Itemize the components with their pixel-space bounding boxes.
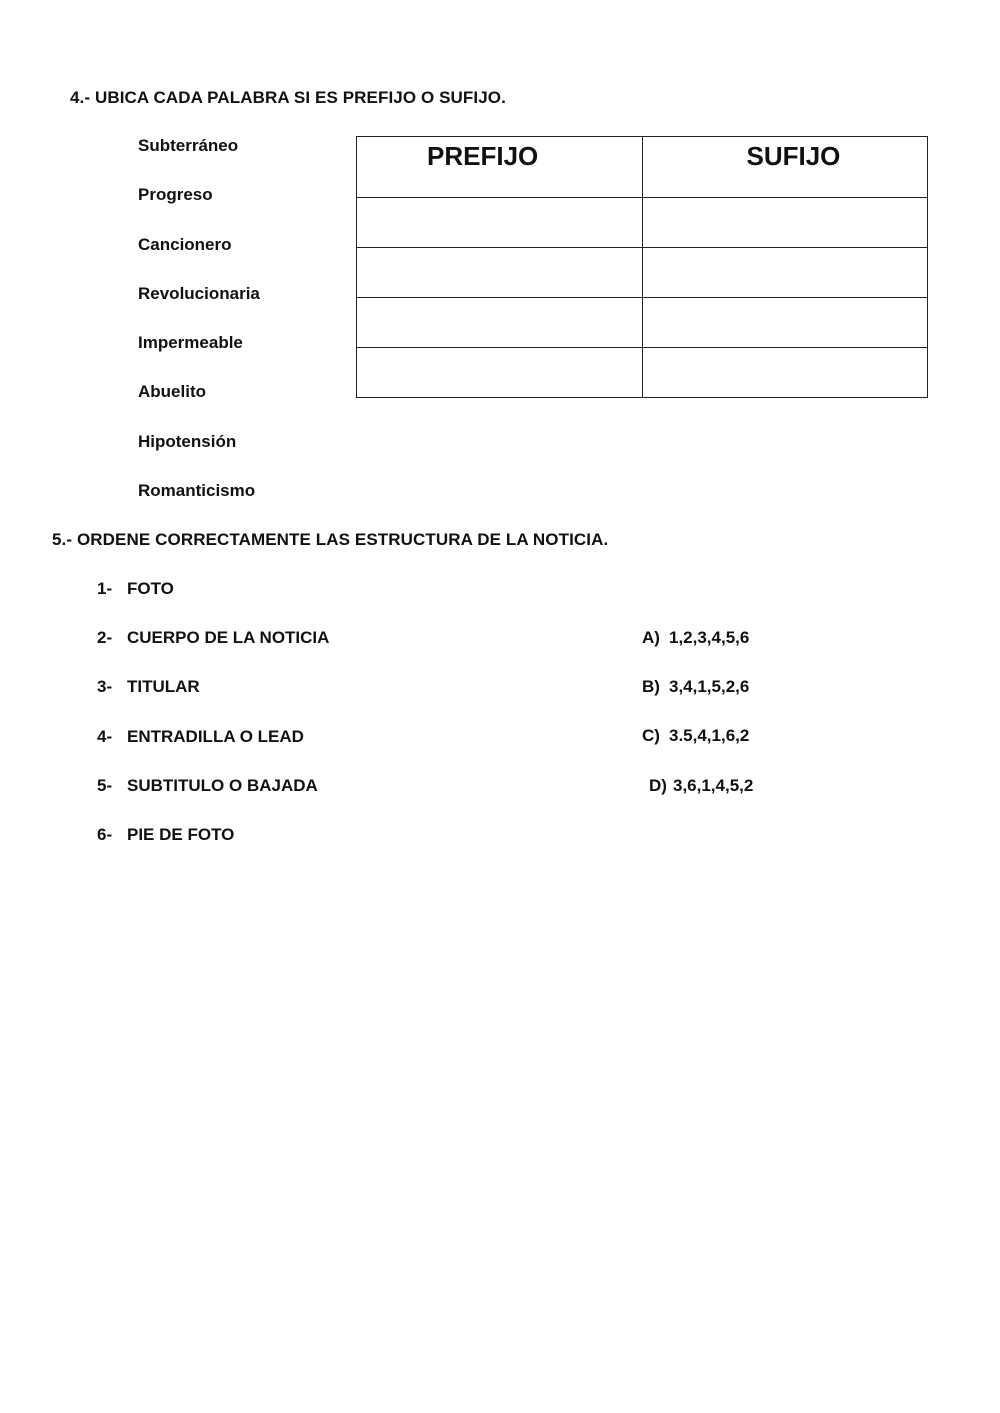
list-item (97, 578, 329, 627)
item-label: ENTRADILLA O LEAD (127, 726, 304, 746)
item-number: 1- (97, 579, 113, 598)
item-label: PIE DE FOTO (127, 824, 235, 844)
word-list (138, 135, 260, 529)
option-value: 3,6,1,4,5,2 (673, 775, 754, 795)
item-number: 3- (97, 677, 113, 697)
question-5-title: 5.- ORDENE CORRECTAMENTE LAS ESTRUCTURA DE LA NOTICIA. (52, 530, 609, 549)
item-label: TITULAR (127, 677, 200, 697)
word-item[interactable]: Hipotensión (138, 431, 237, 451)
option-letter: B) (642, 677, 660, 697)
prefijo-drop-cell[interactable] (357, 198, 643, 248)
word-item[interactable]: Romanticismo (138, 481, 256, 501)
prefijo-drop-cell[interactable] (357, 248, 643, 298)
prefijo-drop-cell[interactable] (357, 348, 643, 398)
answer-option-d[interactable] (642, 775, 753, 824)
sufijo-drop-cell[interactable] (642, 198, 928, 248)
prefijo-header: PREFIJO (357, 137, 643, 198)
option-letter: D) (649, 775, 667, 795)
table-row (357, 248, 928, 298)
word-item[interactable]: Progreso (138, 185, 213, 205)
sufijo-drop-cell[interactable] (642, 248, 928, 298)
item-number: 6- (97, 824, 113, 844)
table-header-row (357, 137, 928, 198)
answer-option-a[interactable] (642, 627, 753, 676)
list-item (97, 824, 329, 873)
answer-options (642, 627, 753, 824)
item-number: 4- (97, 726, 113, 746)
list-item (97, 627, 329, 676)
question-4-title: 4.- UBICA CADA PALABRA SI ES PREFIJO O SUFIJO. (70, 88, 506, 107)
list-item (97, 676, 329, 725)
word-item[interactable]: Subterráneo (138, 136, 239, 155)
option-letter: C) (642, 726, 660, 746)
sufijo-drop-cell[interactable] (642, 298, 928, 348)
sufijo-drop-cell[interactable] (642, 348, 928, 398)
item-number: 5- (97, 775, 113, 795)
word-item[interactable]: Impermeable (138, 333, 243, 353)
option-value: 3,4,1,5,2,6 (669, 677, 750, 697)
option-value: 1,2,3,4,5,6 (669, 628, 750, 647)
table-row (357, 348, 928, 398)
table-row (357, 298, 928, 348)
table-row (357, 198, 928, 248)
option-letter: A) (642, 628, 660, 647)
word-item[interactable]: Cancionero (138, 234, 232, 254)
sufijo-header: SUFIJO (642, 137, 928, 198)
option-value: 3.5,4,1,6,2 (669, 726, 750, 746)
prefix-suffix-table (356, 136, 928, 398)
item-label: SUBTITULO O BAJADA (127, 775, 318, 795)
list-item (97, 726, 329, 775)
item-label: CUERPO DE LA NOTICIA (127, 628, 330, 648)
news-structure-list (97, 578, 329, 873)
list-item (97, 775, 329, 824)
answer-option-c[interactable] (642, 725, 753, 774)
word-item[interactable]: Revolucionaria (138, 283, 260, 303)
prefijo-drop-cell[interactable] (357, 298, 643, 348)
answer-option-b[interactable] (642, 676, 753, 725)
item-label: FOTO (127, 579, 174, 598)
word-item[interactable]: Abuelito (138, 382, 206, 402)
item-number: 2- (97, 628, 113, 648)
